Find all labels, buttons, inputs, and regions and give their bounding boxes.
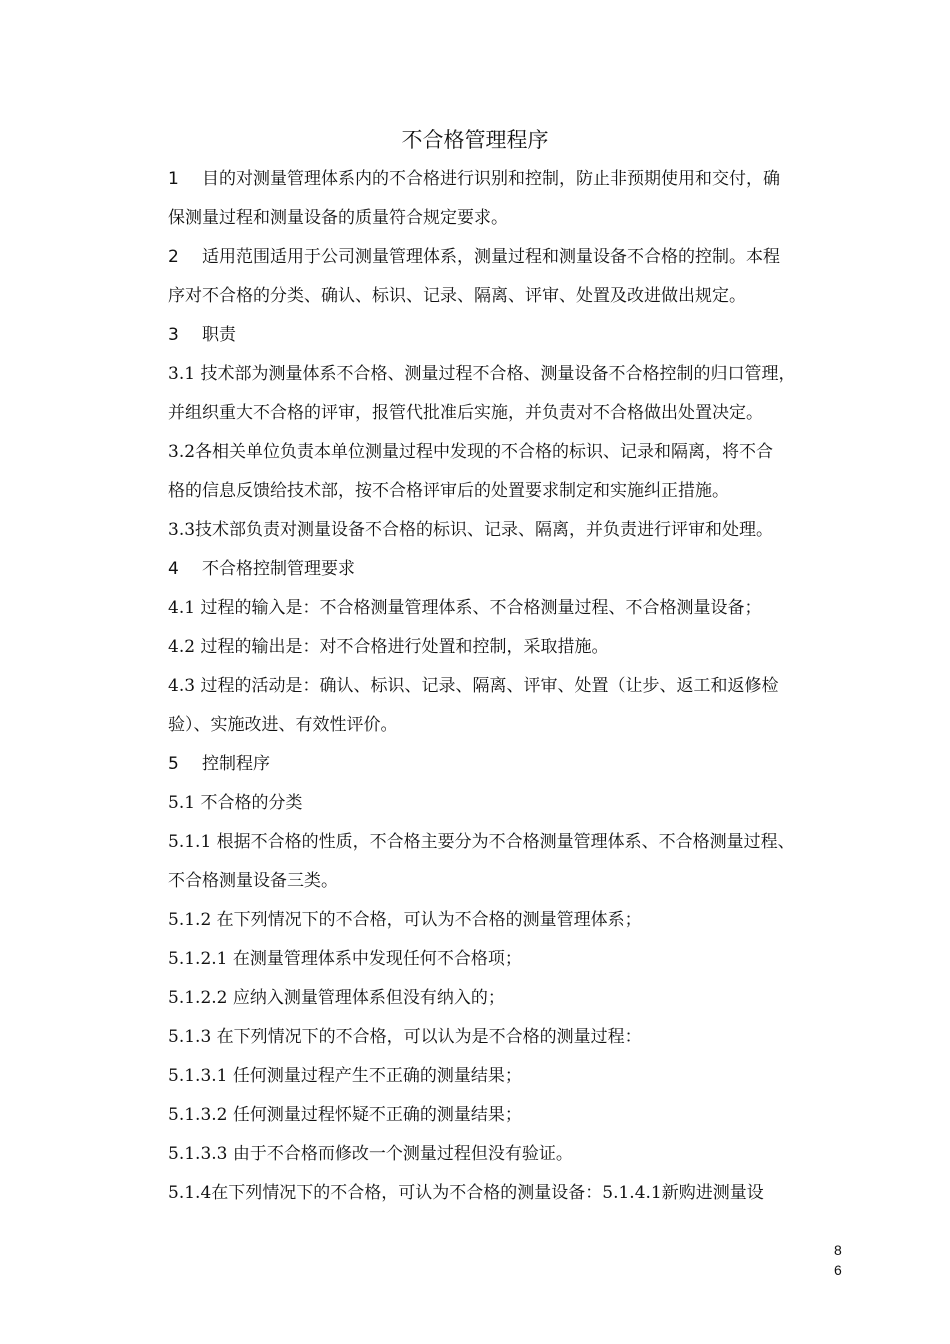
section-number: 2 (168, 247, 179, 267)
section-label: 控制程序 (202, 754, 270, 774)
paragraph-3-3: 3.3技术部负责对测量设备不合格的标识、记录、隔离，并负责进行评审和处理。 (168, 520, 774, 540)
paragraph-5-1-1-line-1: 5.1.1 根据不合格的性质，不合格主要分为不合格测量管理体系、不合格测量过程、 (168, 832, 795, 852)
paragraph-3-2-line-2: 格的信息反馈给技术部，按不合格评审后的处置要求制定和实施纠正措施。 (168, 481, 729, 501)
paragraph-5-1-3-3: 5.1.3.3 由于不合格而修改一个测量过程但没有验证。 (168, 1144, 573, 1164)
section-label: 适用范围 (202, 247, 270, 267)
section-2-line-1 (168, 238, 868, 277)
section-label: 不合格控制管理要求 (202, 559, 355, 579)
paragraph-3-2-line-1: 3.2各相关单位负责本单位测量过程中发现的不合格的标识、记录和隔离，将不合 (168, 442, 774, 462)
document-body (168, 160, 868, 1213)
section-4-heading (168, 550, 868, 589)
section-1-line-2: 保测量过程和测量设备的质量符合规定要求。 (168, 208, 508, 228)
section-number: 5 (168, 754, 179, 774)
paragraph-5-1-2: 5.1.2 在下列情况下的不合格，可认为不合格的测量管理体系； (168, 910, 642, 930)
paragraph-5-1-2-2: 5.1.2.2 应纳入测量管理体系但没有纳入的； (168, 988, 505, 1008)
paragraph-4-3-line-2: 验）、实施改进、有效性评价。 (168, 715, 398, 735)
section-label: 目的 (202, 169, 236, 189)
page-number-line-2: 6 (834, 1262, 842, 1278)
paragraph-5-1: 5.1 不合格的分类 (168, 793, 303, 813)
section-1-line-1 (168, 160, 868, 199)
section-label: 职责 (202, 325, 236, 345)
paragraph-5-1-3-1: 5.1.3.1 任何测量过程产生不正确的测量结果； (168, 1066, 522, 1086)
paragraph-5-1-1-line-2: 不合格测量设备三类。 (168, 871, 338, 891)
section-5-heading (168, 745, 868, 784)
section-2-line-2: 序对不合格的分类、确认、标识、记录、隔离、评审、处置及改进做出规定。 (168, 286, 746, 306)
page-number (834, 1240, 842, 1280)
section-number: 1 (168, 169, 179, 189)
document-title: 不合格管理程序 (401, 128, 549, 152)
section-text: 适用于公司测量管理体系，测量过程和测量设备不合格的控制。本程 (270, 247, 780, 267)
paragraph-3-1-line-2: 并组织重大不合格的评审，报管代批准后实施，并负责对不合格做出处置决定。 (168, 403, 763, 423)
paragraph-4-2: 4.2 过程的输出是：对不合格进行处置和控制，采取措施。 (168, 637, 609, 657)
section-text: 对测量管理体系内的不合格进行识别和控制，防止非预期使用和交付，确 (236, 169, 780, 189)
paragraph-4-3-line-1: 4.3 过程的活动是：确认、标识、记录、隔离、评审、处置（让步、返工和返修检 (168, 676, 779, 696)
paragraph-5-1-3-2: 5.1.3.2 任何测量过程怀疑不正确的测量结果； (168, 1105, 522, 1125)
paragraph-3-1-line-1: 3.1 技术部为测量体系不合格、测量过程不合格、测量设备不合格控制的归口管理， (168, 364, 796, 384)
paragraph-5-1-4: 5.1.4在下列情况下的不合格，可认为不合格的测量设备：5.1.4.1新购进测量设 (168, 1183, 764, 1203)
section-number: 3 (168, 325, 179, 345)
page-number-line-1: 8 (834, 1242, 842, 1258)
section-3-heading (168, 316, 868, 355)
paragraph-4-1: 4.1 过程的输入是：不合格测量管理体系、不合格测量过程、不合格测量设备； (168, 598, 762, 618)
paragraph-5-1-3: 5.1.3 在下列情况下的不合格，可以认为是不合格的测量过程： (168, 1027, 642, 1047)
section-number: 4 (168, 559, 179, 579)
paragraph-5-1-2-1: 5.1.2.1 在测量管理体系中发现任何不合格项； (168, 949, 522, 969)
